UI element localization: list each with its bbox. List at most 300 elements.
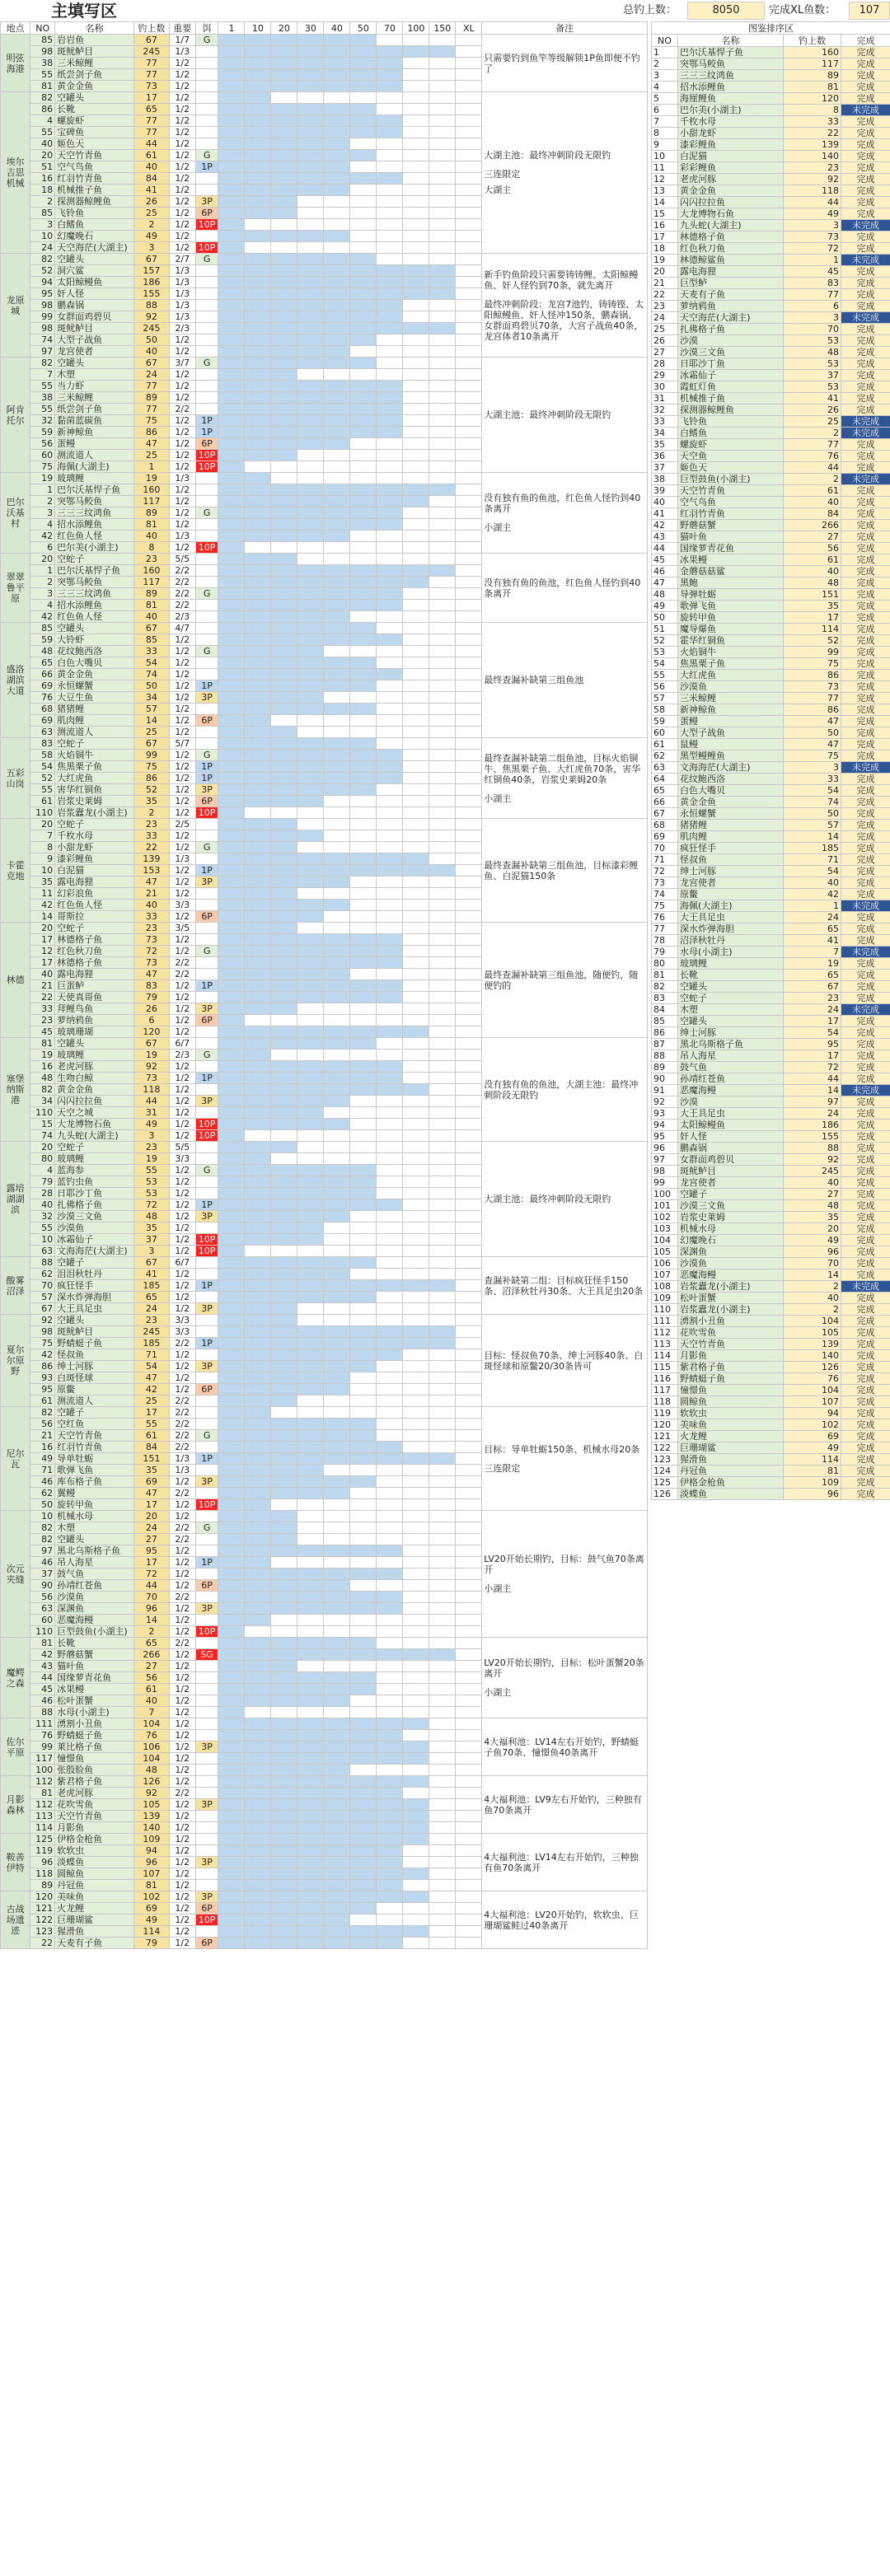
progress-cell[interactable] [271, 830, 297, 842]
progress-cell[interactable] [403, 588, 429, 600]
progress-cell[interactable] [403, 1061, 429, 1073]
section-note[interactable] [482, 1891, 648, 1949]
progress-cell[interactable] [350, 1488, 377, 1499]
section-note[interactable] [482, 1511, 648, 1638]
xl-cell[interactable] [456, 1476, 482, 1488]
progress-cell[interactable] [245, 1580, 271, 1592]
progress-cell[interactable] [324, 830, 350, 842]
progress-cell[interactable] [245, 1338, 271, 1349]
progress-cell[interactable] [377, 242, 403, 254]
progress-cell[interactable] [324, 1453, 350, 1465]
progress-cell[interactable] [245, 138, 271, 150]
catch-count[interactable]: 84 [134, 1442, 170, 1453]
progress-cell[interactable] [218, 1292, 245, 1303]
progress-cell[interactable] [403, 865, 429, 877]
progress-cell[interactable] [350, 611, 377, 623]
progress-cell[interactable] [218, 1153, 245, 1165]
progress-cell[interactable] [324, 1476, 350, 1488]
progress-cell[interactable] [245, 853, 271, 865]
progress-cell[interactable] [245, 438, 271, 450]
progress-cell[interactable] [245, 992, 271, 1003]
progress-cell[interactable] [271, 1176, 297, 1188]
progress-cell[interactable] [429, 461, 456, 473]
progress-cell[interactable] [429, 1442, 456, 1453]
progress-cell[interactable] [245, 1407, 271, 1419]
xl-cell[interactable] [456, 1338, 482, 1349]
progress-cell[interactable] [271, 680, 297, 692]
progress-cell[interactable] [297, 427, 324, 438]
xl-cell[interactable] [456, 1153, 482, 1165]
progress-cell[interactable] [324, 1603, 350, 1615]
progress-cell[interactable] [218, 323, 245, 334]
progress-cell[interactable] [377, 1718, 403, 1730]
xl-cell[interactable] [456, 1672, 482, 1684]
progress-cell[interactable] [377, 1038, 403, 1050]
progress-cell[interactable] [377, 750, 403, 761]
xl-cell[interactable] [456, 1269, 482, 1280]
progress-cell[interactable] [218, 1257, 245, 1269]
progress-cell[interactable] [324, 531, 350, 542]
progress-cell[interactable] [218, 1061, 245, 1073]
progress-cell[interactable] [377, 231, 403, 242]
progress-cell[interactable] [403, 1269, 429, 1280]
progress-cell[interactable] [350, 992, 377, 1003]
progress-cell[interactable] [245, 334, 271, 346]
progress-cell[interactable] [218, 1569, 245, 1580]
catch-count[interactable]: 102 [134, 1891, 170, 1903]
progress-cell[interactable] [350, 1580, 377, 1592]
progress-cell[interactable] [350, 1038, 377, 1050]
progress-cell[interactable] [245, 1569, 271, 1580]
progress-cell[interactable] [429, 1557, 456, 1569]
xl-cell[interactable] [456, 1811, 482, 1822]
progress-cell[interactable] [429, 1822, 456, 1834]
catch-count[interactable]: 153 [134, 865, 170, 877]
progress-cell[interactable] [429, 1488, 456, 1499]
progress-cell[interactable] [324, 542, 350, 554]
xl-cell[interactable] [456, 1511, 482, 1522]
catch-count[interactable]: 104 [134, 1718, 170, 1730]
progress-cell[interactable] [245, 1914, 271, 1926]
progress-cell[interactable] [218, 980, 245, 992]
progress-cell[interactable] [403, 1799, 429, 1811]
progress-cell[interactable] [324, 1580, 350, 1592]
xl-cell[interactable] [456, 404, 482, 415]
progress-cell[interactable] [324, 588, 350, 600]
progress-cell[interactable] [377, 1246, 403, 1257]
progress-cell[interactable] [245, 461, 271, 473]
progress-cell[interactable] [429, 138, 456, 150]
progress-cell[interactable] [245, 450, 271, 461]
progress-cell[interactable] [218, 1384, 245, 1396]
xl-cell[interactable] [456, 750, 482, 761]
progress-cell[interactable] [297, 1361, 324, 1372]
progress-cell[interactable] [429, 657, 456, 669]
progress-cell[interactable] [271, 1246, 297, 1257]
progress-cell[interactable] [429, 900, 456, 911]
progress-cell[interactable] [377, 1119, 403, 1130]
progress-cell[interactable] [297, 611, 324, 623]
progress-cell[interactable] [297, 1419, 324, 1430]
progress-cell[interactable] [297, 58, 324, 69]
progress-cell[interactable] [297, 1857, 324, 1868]
progress-cell[interactable] [377, 381, 403, 392]
progress-cell[interactable] [297, 1372, 324, 1384]
xl-cell[interactable] [456, 1396, 482, 1407]
catch-count[interactable]: 107 [134, 1868, 170, 1880]
progress-cell[interactable] [297, 242, 324, 254]
progress-cell[interactable] [377, 1419, 403, 1430]
progress-cell[interactable] [377, 1649, 403, 1661]
xl-cell[interactable] [456, 1891, 482, 1903]
progress-cell[interactable] [297, 369, 324, 381]
progress-cell[interactable] [324, 715, 350, 727]
progress-cell[interactable] [350, 196, 377, 208]
progress-cell[interactable] [218, 1096, 245, 1107]
xl-cell[interactable] [456, 577, 482, 588]
progress-cell[interactable] [245, 796, 271, 807]
progress-cell[interactable] [377, 853, 403, 865]
xl-cell[interactable] [456, 1223, 482, 1234]
progress-cell[interactable] [324, 692, 350, 704]
xl-cell[interactable] [456, 115, 482, 127]
progress-cell[interactable] [218, 115, 245, 127]
progress-cell[interactable] [429, 381, 456, 392]
catch-count[interactable]: 54 [134, 1361, 170, 1372]
progress-cell[interactable] [245, 392, 271, 404]
progress-cell[interactable] [297, 1788, 324, 1799]
progress-cell[interactable] [324, 1822, 350, 1834]
progress-cell[interactable] [350, 554, 377, 565]
progress-cell[interactable] [218, 311, 245, 323]
progress-cell[interactable] [218, 1834, 245, 1845]
progress-cell[interactable] [350, 1315, 377, 1326]
xl-cell[interactable] [456, 669, 482, 680]
progress-cell[interactable] [350, 1188, 377, 1199]
progress-cell[interactable] [377, 1096, 403, 1107]
catch-count[interactable]: 31 [134, 1107, 170, 1119]
progress-cell[interactable] [429, 1326, 456, 1338]
progress-cell[interactable] [403, 161, 429, 173]
catch-count[interactable]: 25 [134, 208, 170, 219]
progress-cell[interactable] [403, 646, 429, 657]
progress-cell[interactable] [324, 231, 350, 242]
progress-cell[interactable] [403, 900, 429, 911]
progress-cell[interactable] [377, 1926, 403, 1938]
xl-cell[interactable] [456, 323, 482, 334]
progress-cell[interactable] [377, 1765, 403, 1776]
catch-count[interactable]: 70 [134, 1592, 170, 1603]
progress-cell[interactable] [403, 888, 429, 900]
progress-cell[interactable] [245, 1799, 271, 1811]
progress-cell[interactable] [271, 865, 297, 877]
progress-cell[interactable] [297, 1776, 324, 1788]
progress-cell[interactable] [297, 35, 324, 46]
catch-count[interactable]: 6 [134, 1015, 170, 1026]
progress-cell[interactable] [324, 738, 350, 750]
xl-cell[interactable] [456, 1765, 482, 1776]
progress-cell[interactable] [429, 704, 456, 715]
progress-cell[interactable] [403, 58, 429, 69]
progress-cell[interactable] [403, 1857, 429, 1868]
catch-count[interactable]: 25 [134, 1396, 170, 1407]
progress-cell[interactable] [297, 1199, 324, 1211]
catch-count[interactable]: 47 [134, 438, 170, 450]
progress-cell[interactable] [350, 450, 377, 461]
progress-cell[interactable] [403, 1130, 429, 1142]
progress-cell[interactable] [429, 1315, 456, 1326]
progress-cell[interactable] [403, 1788, 429, 1799]
progress-cell[interactable] [297, 1326, 324, 1338]
progress-cell[interactable] [245, 1107, 271, 1119]
progress-cell[interactable] [297, 1569, 324, 1580]
catch-count[interactable]: 41 [134, 1269, 170, 1280]
progress-cell[interactable] [271, 923, 297, 934]
progress-cell[interactable] [429, 1776, 456, 1788]
progress-cell[interactable] [245, 1788, 271, 1799]
xl-cell[interactable] [456, 1938, 482, 1949]
progress-cell[interactable] [271, 738, 297, 750]
progress-cell[interactable] [403, 1707, 429, 1718]
progress-cell[interactable] [218, 415, 245, 427]
progress-cell[interactable] [350, 1707, 377, 1718]
progress-cell[interactable] [218, 1649, 245, 1661]
progress-cell[interactable] [377, 404, 403, 415]
progress-cell[interactable] [350, 1857, 377, 1868]
progress-cell[interactable] [350, 865, 377, 877]
progress-cell[interactable] [403, 600, 429, 611]
progress-cell[interactable] [350, 1269, 377, 1280]
progress-cell[interactable] [324, 1465, 350, 1476]
progress-cell[interactable] [324, 1084, 350, 1096]
catch-count[interactable]: 26 [134, 196, 170, 208]
catch-count[interactable]: 245 [134, 46, 170, 58]
progress-cell[interactable] [218, 334, 245, 346]
xl-cell[interactable] [456, 1903, 482, 1914]
xl-cell[interactable] [456, 1684, 482, 1695]
progress-cell[interactable] [271, 1880, 297, 1891]
progress-cell[interactable] [350, 1569, 377, 1580]
progress-cell[interactable] [271, 1050, 297, 1061]
progress-cell[interactable] [403, 1384, 429, 1396]
progress-cell[interactable] [403, 554, 429, 565]
progress-cell[interactable] [218, 1407, 245, 1419]
progress-cell[interactable] [297, 311, 324, 323]
progress-cell[interactable] [429, 219, 456, 231]
progress-cell[interactable] [271, 1488, 297, 1499]
xl-cell[interactable] [456, 300, 482, 311]
progress-cell[interactable] [271, 727, 297, 738]
catch-count[interactable]: 104 [134, 1753, 170, 1765]
progress-cell[interactable] [218, 127, 245, 138]
progress-cell[interactable] [218, 265, 245, 277]
progress-cell[interactable] [403, 1442, 429, 1453]
progress-cell[interactable] [377, 1545, 403, 1557]
progress-cell[interactable] [297, 1269, 324, 1280]
progress-cell[interactable] [350, 323, 377, 334]
catch-count[interactable]: 72 [134, 946, 170, 957]
section-note[interactable] [482, 35, 648, 92]
progress-cell[interactable] [350, 669, 377, 680]
progress-cell[interactable] [350, 1903, 377, 1914]
xl-cell[interactable] [456, 1119, 482, 1130]
progress-cell[interactable] [297, 115, 324, 127]
progress-cell[interactable] [271, 1799, 297, 1811]
xl-cell[interactable] [456, 1107, 482, 1119]
progress-cell[interactable] [324, 1557, 350, 1569]
xl-cell[interactable] [456, 334, 482, 346]
progress-cell[interactable] [324, 623, 350, 634]
progress-cell[interactable] [429, 1188, 456, 1199]
catch-count[interactable]: 139 [134, 1811, 170, 1822]
progress-cell[interactable] [377, 1130, 403, 1142]
progress-cell[interactable] [377, 1868, 403, 1880]
progress-cell[interactable] [429, 1845, 456, 1857]
progress-cell[interactable] [324, 784, 350, 796]
progress-cell[interactable] [271, 554, 297, 565]
progress-cell[interactable] [429, 1511, 456, 1522]
progress-cell[interactable] [377, 1938, 403, 1949]
progress-cell[interactable] [429, 1707, 456, 1718]
progress-cell[interactable] [245, 865, 271, 877]
progress-cell[interactable] [350, 127, 377, 138]
progress-cell[interactable] [218, 346, 245, 358]
progress-cell[interactable] [350, 1499, 377, 1511]
progress-cell[interactable] [271, 1326, 297, 1338]
progress-cell[interactable] [297, 1476, 324, 1488]
progress-cell[interactable] [218, 461, 245, 473]
progress-cell[interactable] [324, 1130, 350, 1142]
progress-cell[interactable] [403, 1753, 429, 1765]
progress-cell[interactable] [218, 877, 245, 888]
catch-count[interactable]: 19 [134, 473, 170, 484]
progress-cell[interactable] [245, 300, 271, 311]
progress-cell[interactable] [245, 1545, 271, 1557]
catch-count[interactable]: 67 [134, 623, 170, 634]
progress-cell[interactable] [297, 865, 324, 877]
progress-cell[interactable] [324, 1857, 350, 1868]
xl-cell[interactable] [456, 761, 482, 773]
progress-cell[interactable] [403, 1649, 429, 1661]
progress-cell[interactable] [377, 1834, 403, 1845]
xl-cell[interactable] [456, 946, 482, 957]
progress-cell[interactable] [403, 473, 429, 484]
progress-cell[interactable] [271, 1926, 297, 1938]
progress-cell[interactable] [218, 796, 245, 807]
progress-cell[interactable] [297, 1084, 324, 1096]
progress-cell[interactable] [297, 1257, 324, 1269]
xl-cell[interactable] [456, 1799, 482, 1811]
progress-cell[interactable] [324, 750, 350, 761]
progress-cell[interactable] [245, 704, 271, 715]
progress-cell[interactable] [350, 219, 377, 231]
xl-cell[interactable] [456, 427, 482, 438]
progress-cell[interactable] [350, 461, 377, 473]
progress-cell[interactable] [271, 646, 297, 657]
progress-cell[interactable] [403, 265, 429, 277]
progress-cell[interactable] [377, 1534, 403, 1545]
progress-cell[interactable] [218, 1234, 245, 1246]
progress-cell[interactable] [218, 1753, 245, 1765]
progress-cell[interactable] [377, 830, 403, 842]
progress-cell[interactable] [245, 1511, 271, 1522]
catch-count[interactable]: 20 [134, 1511, 170, 1522]
progress-cell[interactable] [245, 1430, 271, 1442]
progress-cell[interactable] [271, 704, 297, 715]
progress-cell[interactable] [350, 81, 377, 92]
progress-cell[interactable] [297, 877, 324, 888]
xl-cell[interactable] [456, 1292, 482, 1303]
progress-cell[interactable] [324, 1741, 350, 1753]
progress-cell[interactable] [218, 231, 245, 242]
progress-cell[interactable] [324, 161, 350, 173]
progress-cell[interactable] [245, 1741, 271, 1753]
catch-count[interactable]: 53 [134, 1176, 170, 1188]
progress-cell[interactable] [350, 1096, 377, 1107]
progress-cell[interactable] [403, 150, 429, 161]
catch-count[interactable]: 65 [134, 1638, 170, 1649]
progress-cell[interactable] [297, 1799, 324, 1811]
progress-cell[interactable] [377, 727, 403, 738]
progress-cell[interactable] [324, 519, 350, 531]
progress-cell[interactable] [403, 1580, 429, 1592]
progress-cell[interactable] [324, 1707, 350, 1718]
progress-cell[interactable] [429, 311, 456, 323]
catch-count[interactable]: 24 [134, 1522, 170, 1534]
progress-cell[interactable] [218, 81, 245, 92]
xl-cell[interactable] [456, 1096, 482, 1107]
section-note[interactable] [482, 1718, 648, 1776]
progress-cell[interactable] [324, 1407, 350, 1419]
progress-cell[interactable] [377, 1615, 403, 1626]
progress-cell[interactable] [403, 115, 429, 127]
progress-cell[interactable] [297, 1834, 324, 1845]
progress-cell[interactable] [377, 1603, 403, 1615]
section-note[interactable] [482, 554, 648, 623]
progress-cell[interactable] [429, 35, 456, 46]
progress-cell[interactable] [429, 1603, 456, 1615]
progress-cell[interactable] [324, 1592, 350, 1603]
progress-cell[interactable] [324, 392, 350, 404]
progress-cell[interactable] [218, 773, 245, 784]
progress-cell[interactable] [218, 807, 245, 819]
progress-cell[interactable] [324, 173, 350, 185]
progress-cell[interactable] [403, 1465, 429, 1476]
progress-cell[interactable] [324, 1026, 350, 1038]
progress-cell[interactable] [350, 923, 377, 934]
progress-cell[interactable] [324, 1326, 350, 1338]
progress-cell[interactable] [429, 1695, 456, 1707]
progress-cell[interactable] [297, 69, 324, 81]
xl-cell[interactable] [456, 1522, 482, 1534]
progress-cell[interactable] [218, 1372, 245, 1384]
progress-cell[interactable] [218, 1626, 245, 1638]
progress-cell[interactable] [271, 1453, 297, 1465]
progress-cell[interactable] [324, 1396, 350, 1407]
catch-count[interactable]: 40 [134, 346, 170, 358]
progress-cell[interactable] [377, 992, 403, 1003]
progress-cell[interactable] [377, 1211, 403, 1223]
progress-cell[interactable] [429, 980, 456, 992]
progress-cell[interactable] [297, 150, 324, 161]
xl-cell[interactable] [456, 1649, 482, 1661]
progress-cell[interactable] [429, 1811, 456, 1822]
progress-cell[interactable] [271, 750, 297, 761]
progress-cell[interactable] [218, 392, 245, 404]
progress-cell[interactable] [324, 69, 350, 81]
catch-count[interactable]: 17 [134, 92, 170, 104]
progress-cell[interactable] [218, 992, 245, 1003]
